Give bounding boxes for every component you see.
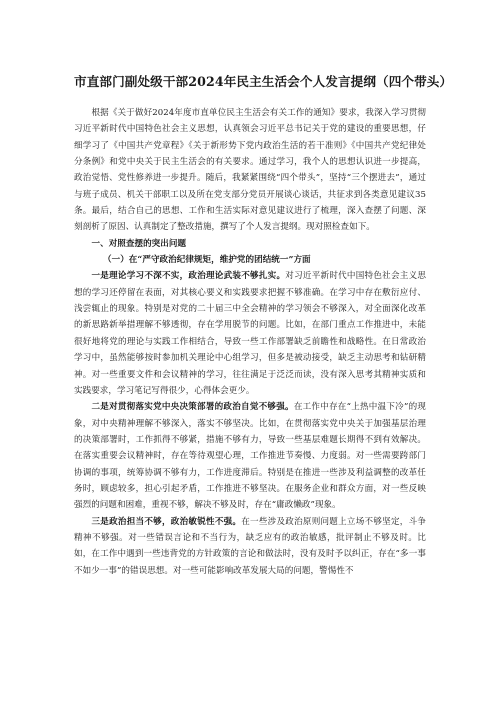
problem-paragraph-1	[74, 268, 426, 399]
subsection-heading-1: （一）在“严守政治纪律规矩，维护党的团结统一”方面	[103, 255, 311, 266]
intro-paragraph: 根据《关于做好2024年度市直单位民主生活会有关工作的通知》要求，我深入学习贯彻习近平新时代中国特色社会主义思想，认真领会习近平总书记关于党的建设的重要思想，仔细学习了《中国共产党章程》《关于新形势下党内政治生活的若干准则》《中国共产党纪律处分条例》和党中央关于民主生活会的有关要求。通过学习，我个人的思想认识进一步提高，政治觉悟、党性修养进一步提升。随后，我紧紧围绕“四个带头”，坚持“三个摆进去”，通过与班子成员、机关干部职工以及所在党支部分党员开展谈心谈话，共征求到各类意见建议35条。最后，结合自己的思想、工作和生活实际对意见建议进行了梳理，深入查摆了问题、深刻剖析了原因、认真制定了整改措施，撰写了个人发言提纲。现对照检查如下。	[74, 108, 426, 233]
problem-lead-2: 二是对贯彻落实党中央决策部署的政治自觉不够强。	[91, 402, 294, 413]
problem-paragraph-3	[74, 514, 426, 579]
problem-lead-3: 三是政治担当不够，政治敏锐性不强。	[91, 516, 242, 527]
problem-paragraph-2	[74, 399, 426, 513]
section-heading-1: 一、对照查摆的突出问题	[91, 238, 187, 249]
problem-body-1: 对习近平新时代中国特色社会主义思想的学习还停留在表面，对其核心要义和实践要求把握不够准确。在学习中存在敷衍应付、浅尝辄止的现象。特别是对党的二十届三中全会精神的学习领会不够深入，对全面深化改革的新思路新举措理解不够透彻，存在学用脱节的问题。比如，在部门重点工作推进中，未能很好地将党的理论与实践工作相结合，导致一些工作部署缺乏前瞻性和战略性。在日常政治学习中，虽然能够按时参加机关理论中心组学习，但多是被动接受，缺乏主动思考和钻研精神。对一些重要文件和会议精神的学习，往往满足于泛泛而读，没有深入思考其精神实质和实践要求，学习笔记写得很少，心得体会更少。	[74, 271, 426, 396]
document-title: 市直部门副处级干部2024年民主生活会个人发言提纲（四个带头）	[74, 74, 453, 89]
problem-body-3: 在一些涉及政治原则问题上立场不够坚定，斗争精神不够强。对一些错误言论和不当行为，缺乏应有的政治敏感，批评制止不够及时。比如，在工作中遇到一些违背党的方针政策的言论和做法时，没有及时予以纠正，存在“多一事不如少一事”的错误思想。对一些可能影响改革发展大局的问题，警惕性不	[74, 516, 426, 576]
problem-body-2: 在工作中存在“上热中温下冷”的现象，对中央精神理解不够深入，落实不够坚决。比如，在贯彻落实党中央关于加强基层治理的决策部署时，工作抓得不够紧，措施不够有力，导致一些基层难题长期得不到有效解决。在落实重要会议精神时，存在等待观望心理，工作推进节奏慢、力度弱。对一些需要跨部门协调的事项，统筹协调不够有力，工作进度滞后。特别是在推进一些涉及利益调整的改革任务时，顾虑较多，担心引起矛盾，工作推进不够坚决。在服务企业和群众方面，对一些反映强烈的问题和困难，重视不够，解决不够及时，存在“庸政懒政”现象。	[74, 402, 426, 511]
problem-lead-1: 一是理论学习不深不实，政治理论武装不够扎实。	[91, 271, 286, 282]
